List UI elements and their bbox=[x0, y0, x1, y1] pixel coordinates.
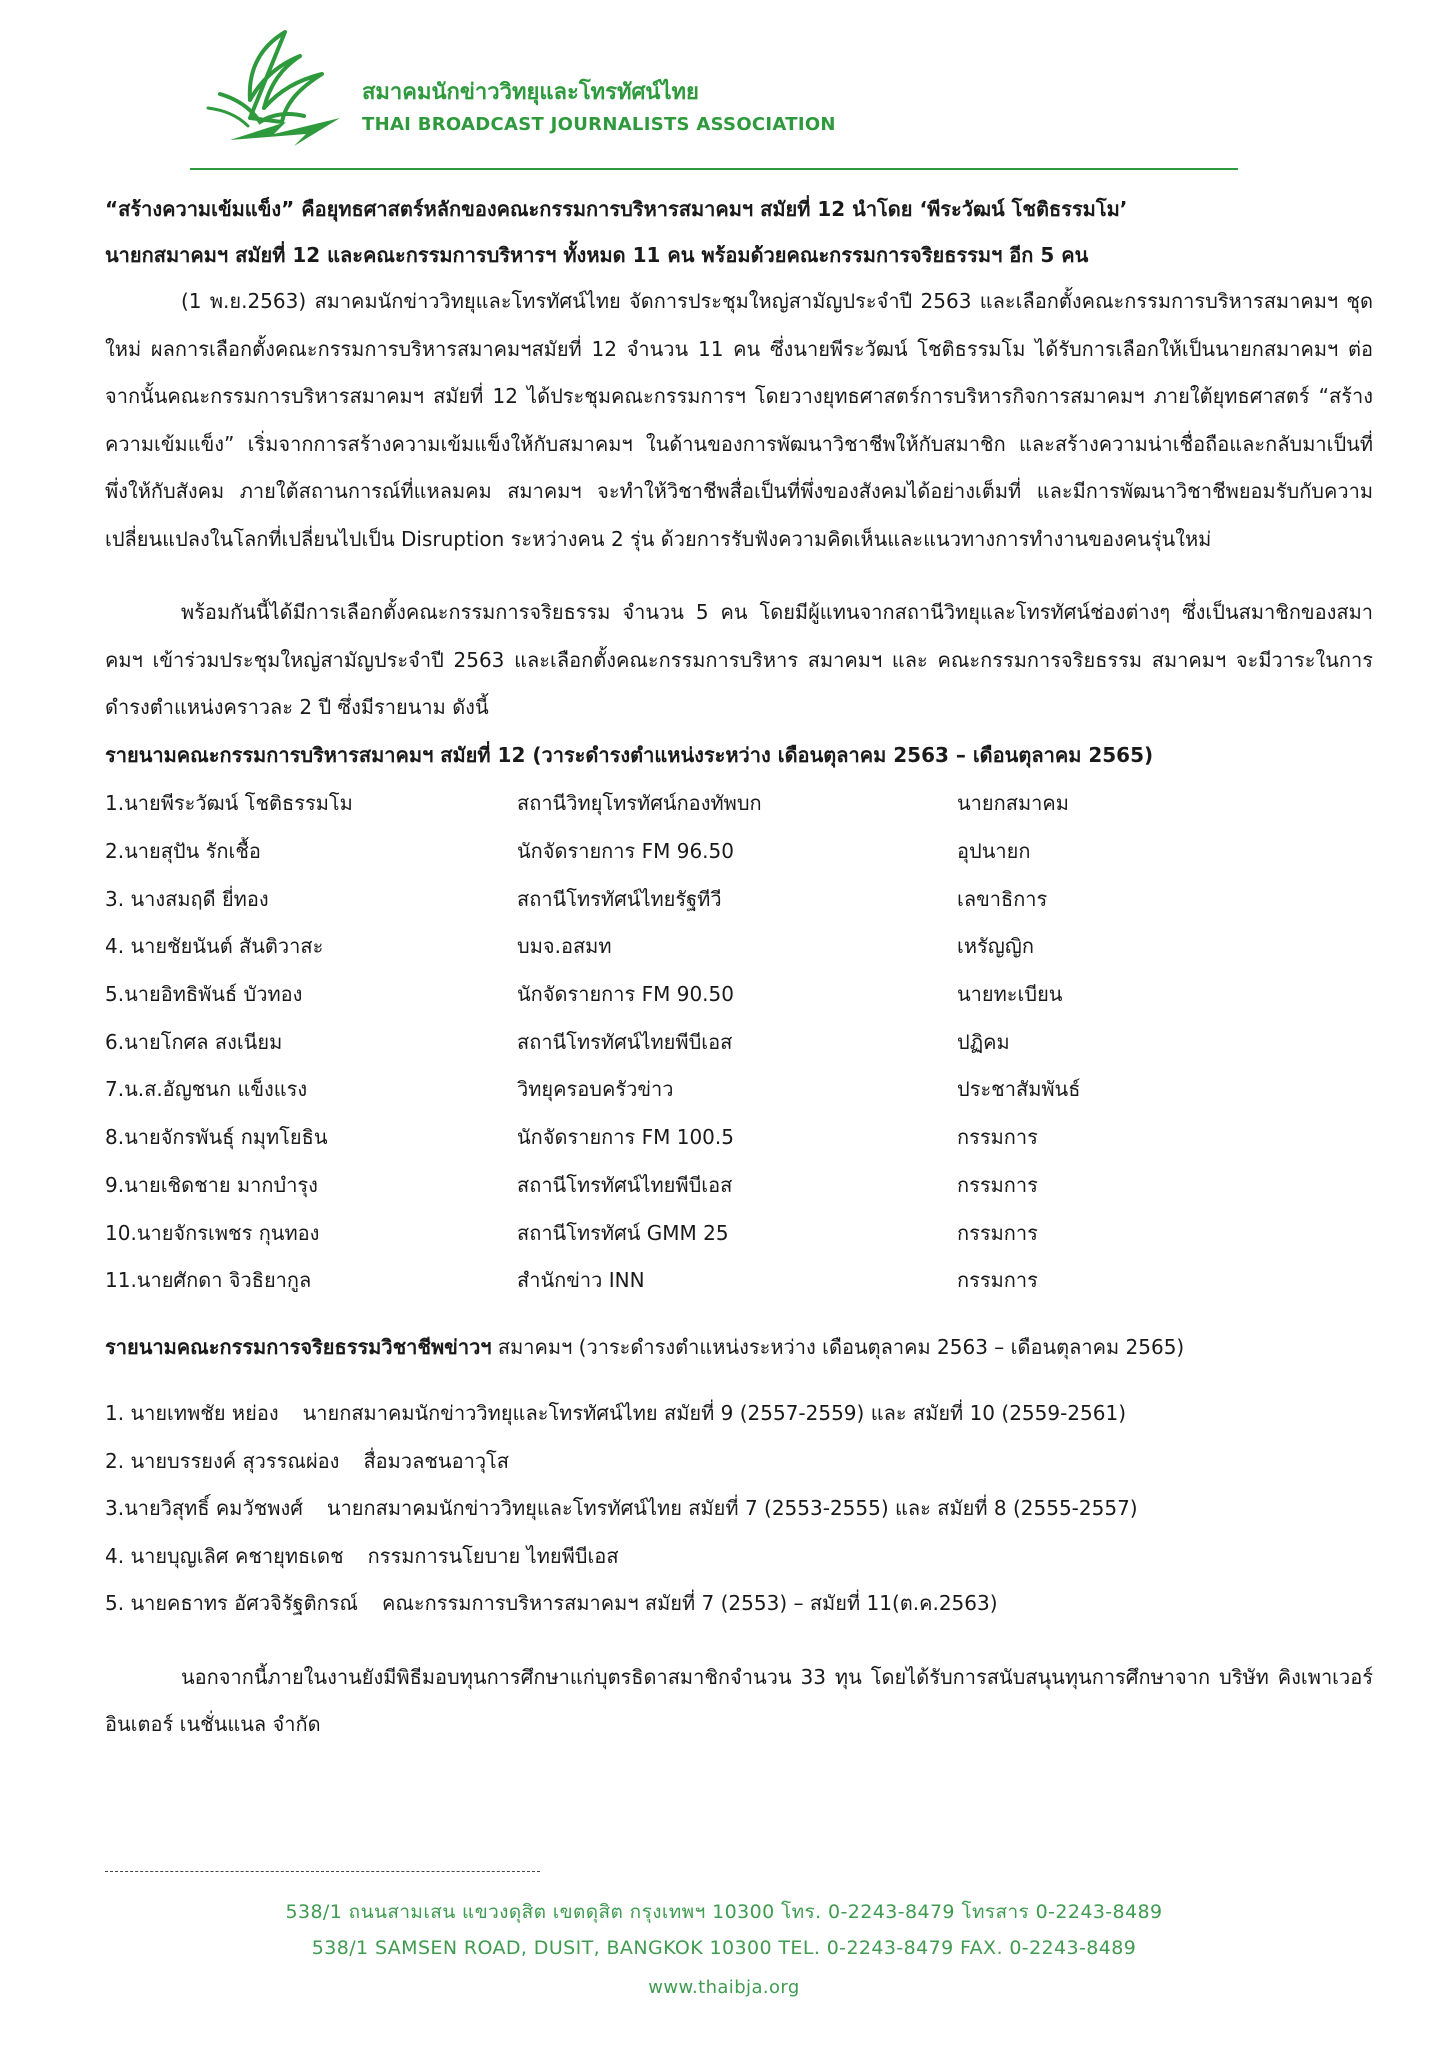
table-row bbox=[105, 1161, 1257, 1209]
table-row bbox=[105, 970, 1257, 1018]
letterhead bbox=[190, 22, 1240, 172]
ethics-member-name: 3.นายวิสุทธิ์ คมวัชพงศ์ bbox=[105, 1496, 303, 1521]
member-org: นักจัดรายการ FM 90.50 bbox=[517, 982, 734, 1007]
board-section-title: รายนามคณะกรรมการบริหารสมาคมฯ สมัยที่ 12 (วาระดำรงตำแหน่งระหว่าง เดือนตุลาคม 2563 – เดือนตุลาคม 2565) bbox=[105, 742, 1154, 767]
table-row bbox=[105, 1018, 1257, 1066]
member-org: สถานีโทรทัศน์ไทยพีบีเอส bbox=[517, 1172, 733, 1197]
member-name: 6.นายโกศล สงเนียม bbox=[105, 1029, 283, 1054]
ethics-section-title bbox=[105, 1324, 1373, 1370]
member-position: นายกสมาคม bbox=[957, 791, 1069, 816]
member-position: กรรมการ bbox=[957, 1268, 1038, 1293]
ethics-member-name: 1. นายเทพชัย หย่อง bbox=[105, 1401, 279, 1426]
table-row bbox=[105, 780, 1257, 828]
ethics-member-detail: กรรมการนโยบาย ไทยพีบีเอส bbox=[367, 1543, 619, 1568]
paragraph-ethics-election: พร้อมกันนี้ได้มีการเลือกตั้งคณะกรรมการจริยธรรม จำนวน 5 คน โดยมีผู้แทนจากสถานีวิทยุและโทรทัศน์ช่องต่างๆ ซึ่งเป็นสมาชิกของสมาคมฯ เข้าร่วมประชุมใหญ่สามัญประจำปี 2563 และเลือกตั้งคณะกรรมการบริหาร สมาคมฯ และ คณะกรรมการจริยธรรม สมาคมฯ จะมีวาระในการดำรงตำแหน่งคราวละ 2 ปี ซึ่งมีรายนาม ดังนี้ bbox=[105, 600, 1373, 719]
table-row bbox=[105, 1066, 1257, 1114]
list-item bbox=[105, 1580, 1373, 1628]
board-members-table bbox=[105, 780, 1257, 1305]
paragraph-intro: (1 พ.ย.2563) สมาคมนักข่าววิทยุและโทรทัศน์ไทย จัดการประชุมใหญ่สามัญประจำปี 2563 และเลือกตั้งคณะกรรมการบริหารสมาคมฯ ชุดใหม่ ผลการเลือกตั้งคณะกรรมการบริหารสมาคมฯสมัยที่ 12 จำนวน 11 คน ซึ่งนายพีระวัฒน์ โชติธรรมโม ได้รับการเลือกให้เป็นนายกสมาคมฯ ต่อจากนั้นคณะกรรมการบริหารสมาคมฯ สมัยที่ 12 ได้ประชุมคณะกรรมการฯ โดยวางยุทธศาสตร์การบริหารกิจการสมาคมฯ ภายใต้ยุทธศาสตร์ “สร้างความเข้มแข็ง” เริ่มจากการสร้างความเข้มแข็งให้กับสมาคมฯ ในด้านของการพัฒนาวิชาชีพให้กับสมาชิก และสร้างความน่าเชื่อถือและกลับมาเป็นที่พึ่งให้กับสังคม ภายใต้สถานการณ์ที่แหลมคม สมาคมฯ จะทำให้วิชาชีพสื่อเป็นที่พึ่งของสังคมได้อย่างเต็มที่ และมีการพัฒนาวิชาชีพยอมรับกับความเปลี่ยนแปลงในโลกที่เปลี่ยนไปเป็น Disruption ระหว่างคน 2 รุ่น ด้วยการรับฟังความคิดเห็นและแนวทางการทำงานของคนรุ่นใหม่ bbox=[105, 289, 1373, 551]
footer-address-thai: 538/1 ถนนสามเสน แขวงดุสิต เขตดุสิต กรุงเทพฯ 10300 โทร. 0-2243-8479 โทรสาร 0-2243-8489 bbox=[285, 1901, 1163, 1923]
ethics-member-detail: สื่อมวลชนอาวุโส bbox=[363, 1448, 509, 1473]
member-position: กรรมการ bbox=[957, 1220, 1038, 1245]
member-name: 2.นายสุปัน รักเชื้อ bbox=[105, 839, 261, 864]
list-item bbox=[105, 1438, 1373, 1486]
member-org: บมจ.อสมท bbox=[517, 934, 612, 959]
member-org: สถานีโทรทัศน์ไทยรัฐทีวี bbox=[517, 886, 722, 911]
member-name: 7.น.ส.อัญชนก แข็งแรง bbox=[105, 1077, 308, 1102]
ethics-title-bold: รายนามคณะกรรมการจริยธรรมวิชาชีพข่าวฯ bbox=[105, 1335, 492, 1360]
member-org: วิทยุครอบครัวข่าว bbox=[517, 1077, 674, 1102]
member-name: 3. นางสมฤดี ยี่ทอง bbox=[105, 886, 269, 911]
member-name: 8.นายจักรพันธุ์ กมุทโยธิน bbox=[105, 1125, 328, 1150]
table-row bbox=[105, 1256, 1257, 1304]
member-org: สถานีโทรทัศน์ไทยพีบีเอส bbox=[517, 1029, 733, 1054]
org-name-english: THAI BROADCAST JOURNALISTS ASSOCIATION bbox=[362, 114, 836, 135]
footer-website-link[interactable]: www.thaibja.org bbox=[648, 1977, 800, 1998]
member-org: สถานีวิทยุโทรทัศน์กองทัพบก bbox=[517, 791, 762, 816]
member-name: 10.นายจักรเพชร กุนทอง bbox=[105, 1220, 320, 1245]
table-row bbox=[105, 875, 1257, 923]
headline-line-1: “สร้างความเข้มแข็ง” คือยุทธศาสตร์หลักของคณะกรรมการบริหารสมาคมฯ สมัยที่ 12 นำโดย ‘พีระวัฒน์ โชติธรรมโม’ bbox=[105, 197, 1128, 221]
list-item bbox=[105, 1533, 1373, 1581]
member-name: 1.นายพีระวัฒน์ โชติธรรมโม bbox=[105, 791, 353, 816]
member-name: 4. นายชัยนันต์ สันติวาสะ bbox=[105, 934, 324, 959]
headline-line-2: นายกสมาคมฯ สมัยที่ 12 และคณะกรรมการบริหารฯ ทั้งหมด 11 คน พร้อมด้วยคณะกรรมการจริยธรรมฯ อีก 5 คน bbox=[105, 243, 1089, 267]
table-row bbox=[105, 1209, 1257, 1257]
document-body bbox=[105, 186, 1373, 1749]
footer-address-english: 538/1 SAMSEN ROAD, DUSIT, BANGKOK 10300 TEL. 0-2243-8479 FAX. 0-2243-8489 bbox=[311, 1937, 1137, 1959]
table-row bbox=[105, 1113, 1257, 1161]
member-position: ประชาสัมพันธ์ bbox=[957, 1077, 1081, 1102]
ethics-member-name: 2. นายบรรยงค์ สุวรรณผ่อง bbox=[105, 1448, 340, 1473]
member-position: นายทะเบียน bbox=[957, 982, 1063, 1007]
member-org: นักจัดรายการ FM 96.50 bbox=[517, 839, 734, 864]
member-position: กรรมการ bbox=[957, 1172, 1038, 1197]
ethics-member-detail: นายกสมาคมนักข่าววิทยุและโทรทัศน์ไทย สมัยที่ 9 (2557-2559) และ สมัยที่ 10 (2559-2561) bbox=[302, 1401, 1127, 1426]
ethics-member-name: 5. นายคธาทร อัศวจิรัฐติกรณ์ bbox=[105, 1591, 358, 1616]
table-row bbox=[105, 923, 1257, 971]
org-name-thai: สมาคมนักข่าววิทยุและโทรทัศน์ไทย bbox=[362, 80, 699, 105]
header-divider bbox=[190, 168, 1238, 170]
ethics-member-detail: นายกสมาคมนักข่าววิทยุและโทรทัศน์ไทย สมัยที่ 7 (2553-2555) และ สมัยที่ 8 (2555-2557) bbox=[326, 1496, 1138, 1521]
ethics-title-normal: สมาคมฯ (วาระดำรงตำแหน่งระหว่าง เดือนตุลาคม 2563 – เดือนตุลาคม 2565) bbox=[491, 1335, 1185, 1360]
ethics-members-list bbox=[105, 1390, 1373, 1628]
member-position: เหรัญญิก bbox=[957, 934, 1034, 959]
bird-lightning-logo-icon bbox=[190, 22, 365, 162]
member-position: กรรมการ bbox=[957, 1125, 1038, 1150]
paragraph-scholarship: นอกจากนี้ภายในงานยังมีพิธีมอบทุนการศึกษาแก่บุตรธิดาสมาชิกจำนวน 33 ทุน โดยได้รับการสนับสนุนทุนการศึกษาจาก บริษัท คิงเพาเวอร์ อินเตอร์ เนชั่นแนล จำกัด bbox=[105, 1664, 1373, 1737]
member-name: 9.นายเชิดชาย มากบำรุง bbox=[105, 1172, 318, 1197]
member-org: นักจัดรายการ FM 100.5 bbox=[517, 1125, 734, 1150]
table-row bbox=[105, 827, 1257, 875]
member-position: อุปนายก bbox=[957, 839, 1031, 864]
member-name: 5.นายอิทธิพันธ์ บัวทอง bbox=[105, 982, 303, 1007]
list-item bbox=[105, 1485, 1373, 1533]
ethics-member-name: 4. นายบุญเลิศ คชายุทธเดช bbox=[105, 1543, 344, 1568]
member-name: 11.นายศักดา จิวธิยากูล bbox=[105, 1268, 312, 1293]
member-position: ปฏิคม bbox=[957, 1029, 1010, 1054]
member-org: สถานีโทรทัศน์ GMM 25 bbox=[517, 1220, 729, 1245]
list-item bbox=[105, 1390, 1373, 1438]
member-position: เลขาธิการ bbox=[957, 886, 1048, 911]
ethics-member-detail: คณะกรรมการบริหารสมาคมฯ สมัยที่ 7 (2553) – สมัยที่ 11(ต.ค.2563) bbox=[382, 1591, 998, 1616]
member-org: สำนักข่าว INN bbox=[517, 1268, 645, 1293]
footnote-separator bbox=[105, 1871, 540, 1872]
